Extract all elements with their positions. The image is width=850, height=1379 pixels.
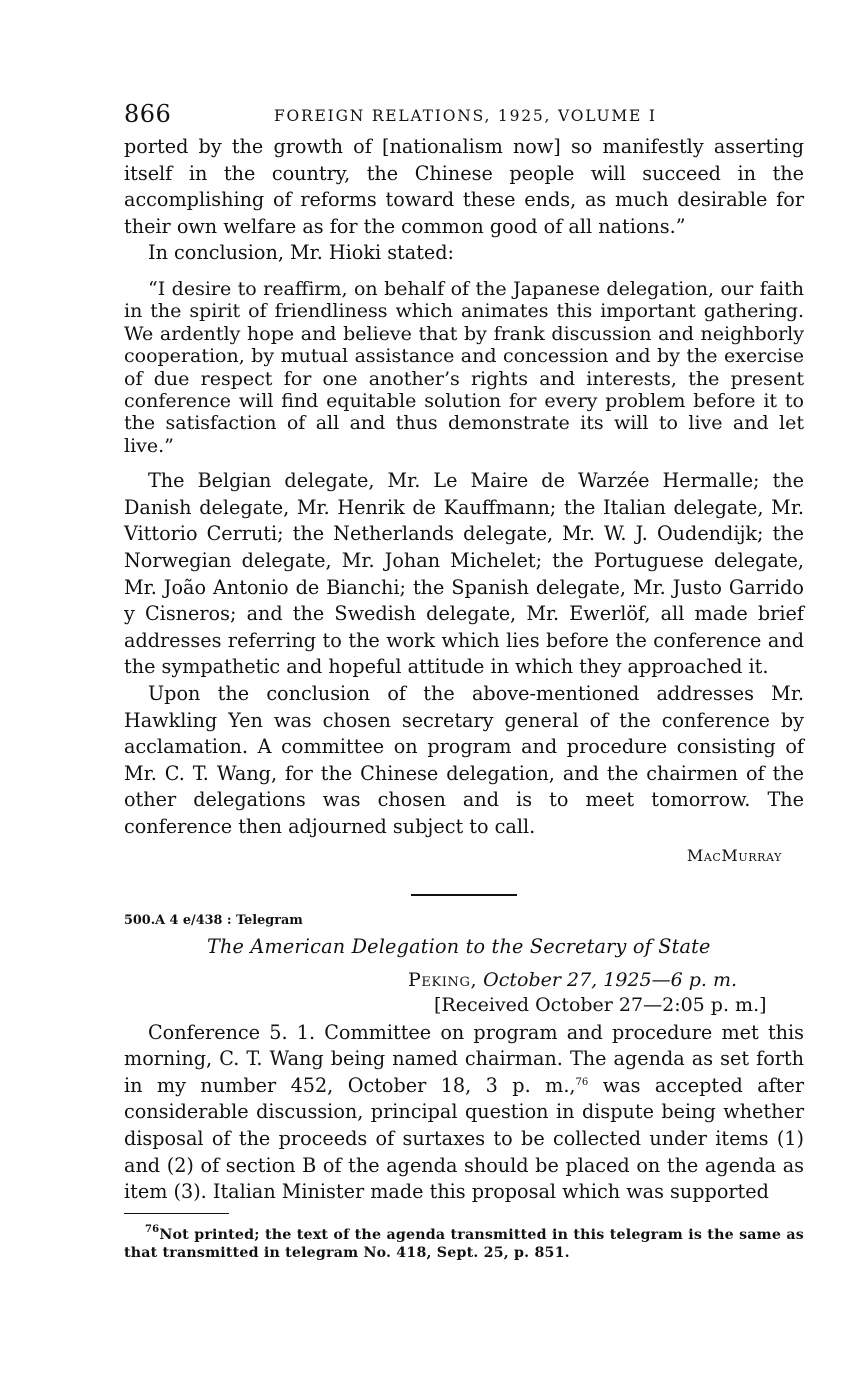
received-line: [Received October 27—2:05 p. m.] <box>434 993 767 1016</box>
section-divider <box>411 894 517 896</box>
footnote-text: Not printed; the text of the agenda transmitted in this telegram is the same as that transmitted in telegram No. 418, Sept. 25, p. 851. <box>124 1227 804 1262</box>
delegates-paragraph: The Belgian delegate, Mr. Le Maire de Warzée Hermalle; the Danish delegate, Mr. Henrik de Kauffmann; the Italian delegate, Mr. Vittorio Cerruti; the Netherlands delegate, Mr. W. J. Oudendijk; the Norwegian delegate, Mr. Johan Michelet; the Portuguese delegate, Mr. João Antonio de Bianchi; the Spanish delegate, Mr. Justo Garrido y Cisneros; and the Swedish delegate, Mr. Ewerlöf, all made brief addresses referring to the work which lies before the conference and the sympathetic and hopeful attitude in which they approached it. <box>124 469 804 679</box>
dateline-place: Peking, <box>408 968 478 991</box>
continued-paragraph: ported by the growth of [nationalism now] so manifestly asserting itself in the country, the Chinese people will succeed in the accomplishing of reforms toward these ends, as much desirable for their own welfare as for the common good of all nations.” <box>124 135 804 238</box>
footnote-number: 76 <box>145 1224 160 1236</box>
hioki-quote: “I desire to reaffirm, on behalf of the Japanese delegation, our faith in the spirit of friendliness which animates this important gathering. We ardently hope and believe that by frank discussion and neighborly cooperation, by mutual assistance and concession and by the exercise of due respect for one another’s rights and interests, the present conference will find equitable solution for every problem before it to the satisfaction of all and thus demonstrate its will to live and let live.” <box>124 277 804 457</box>
page-header <box>124 96 804 134</box>
telegram-paragraph <box>124 1020 804 1206</box>
signature: MacMurray <box>686 845 782 865</box>
file-reference: 500.A 4 e/438 : Telegram <box>124 912 303 928</box>
secretary-general-paragraph: Upon the conclusion of the above-mentioned addresses Mr. Hawkling Yen was chosen secretary general of the conference by acclamation. A committee on program and procedure consisting of Mr. C. T. Wang, for the Chinese delegation, and the chairmen of the other delegations was chosen and is to meet tomorrow. The conference then adjourned subject to call. <box>124 681 804 838</box>
running-title: FOREIGN RELATIONS, 1925, VOLUME I <box>274 107 657 125</box>
footnote <box>124 1226 804 1262</box>
dateline <box>408 968 804 993</box>
telegram-title: The American Delegation to the Secretary of State <box>207 934 711 958</box>
footnote-reference[interactable]: 76 <box>575 1076 589 1088</box>
telegram-paragraph-start: Conference 5. 1. Committee on program and procedure met this morning, C. T. Wang being named chairman. The agenda as set forth in my number 452, October 18, 3 p. m., <box>124 1020 804 1097</box>
conclusion-paragraph: In conclusion, Mr. Hioki stated: <box>148 241 455 265</box>
footnote-divider <box>124 1213 229 1215</box>
document-page <box>124 96 804 1262</box>
page-number: 866 <box>124 100 172 128</box>
dateline-date: October 27, 1925—6 p. m. <box>483 968 738 991</box>
telegram-paragraph-end: was accepted after considerable discussion, principal question in dispute being whether disposal of the proceeds of surtaxes to be collected under items (1) and (2) of section B of the agenda should be placed on the agenda as item (3). Italian Minister made this proposal which was supported <box>124 1073 804 1204</box>
